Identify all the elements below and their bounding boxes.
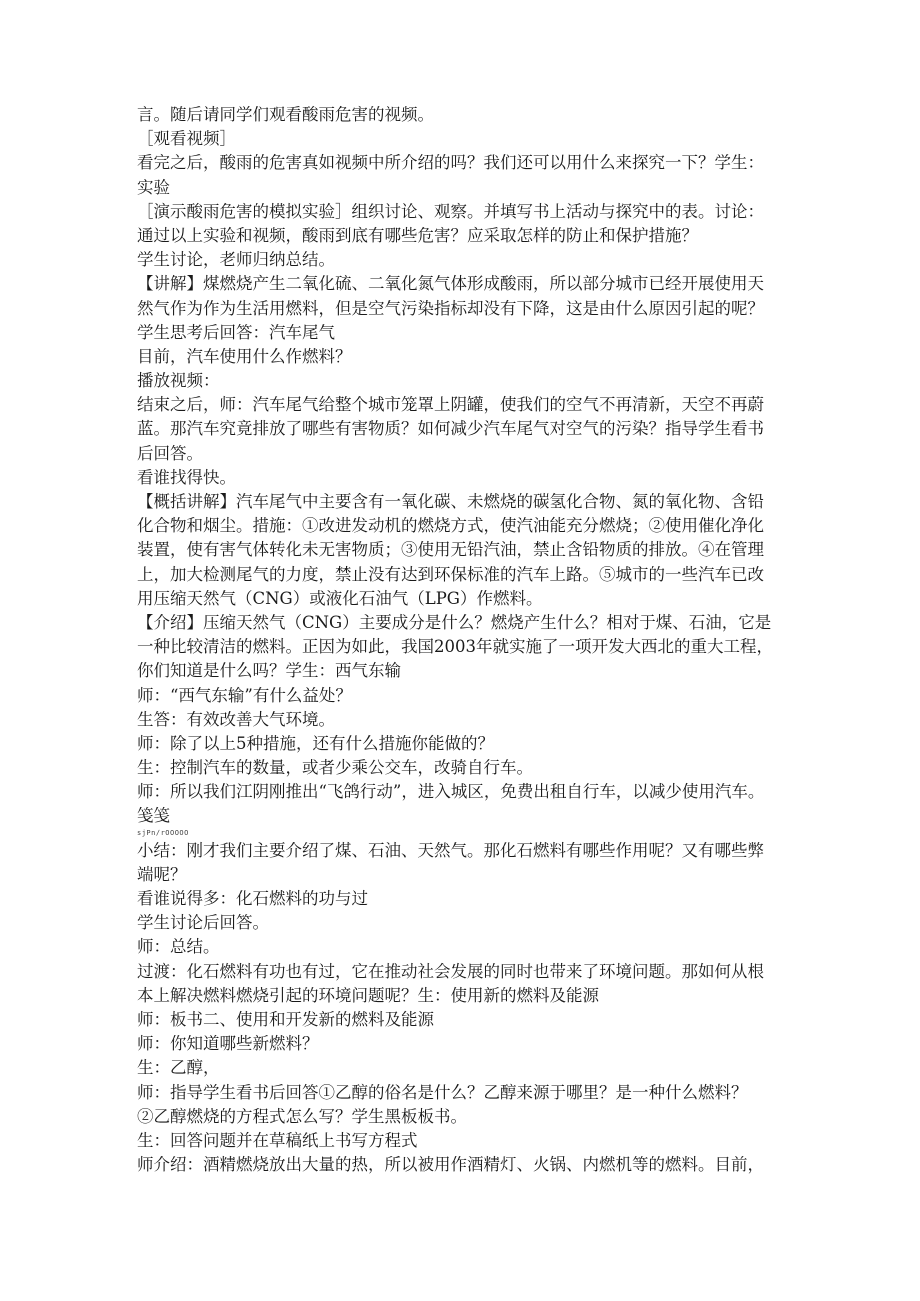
text-line: 生：回答问题并在草稿纸上书写方程式 (137, 1130, 418, 1150)
text-line: 学生思考后回答：汽车尾气 (137, 322, 335, 342)
text-line: 过渡：化石燃料有功也有过，它在推动社会发展的同时也带来了环境问题。那如何从根 (137, 961, 764, 981)
text-line: 学生讨论，老师归纳总结。 (137, 250, 335, 270)
text-line: 结束之后，师：汽车尾气给整个城市笼罩上阴罐，使我们的空气不再清新，天空不再蔚 (137, 395, 764, 415)
text-line: 化合物和烟尘。措施：①改进发动机的燃烧方式，使汽油能充分燃烧；②使用催化净化 (137, 516, 764, 536)
text-line: 通过以上实验和视频，酸雨到底有哪些危害？应采取怎样的防止和保护措施？ (137, 225, 698, 245)
text-line: 师：板书二、使用和开发新的燃料及能源 (137, 1009, 434, 1029)
text-line: 【概括讲解】汽车尾气中主要含有一氧化碳、未燃烧的碳氢化合物、氮的氧化物、含铅 (137, 492, 764, 511)
text-line: 你们知道是什么吗？学生：西气东输 (137, 661, 401, 681)
text-line: ②乙醇燃烧的方程式怎么写？学生黑板板书。 (137, 1106, 467, 1126)
text-line: 生：乙醇， (137, 1058, 220, 1078)
text-line: 师：“西气东输”有什么益处？ (137, 685, 352, 705)
text-line: 生答：有效改善大气环境。 (137, 709, 335, 729)
text-line: 【讲解】煤燃烧产生二氧化硫、二氧化氮气体形成酸雨，所以部分城市已经开展使用天 (137, 274, 764, 294)
text-line: 装置，使有害气体转化未无害物质；③使用无铅汽油，禁止含铅物质的排放。④在管理 (137, 540, 764, 560)
document-body (137, 103, 807, 1177)
text-line: 师：除了以上5种措施，还有什么措施你能做的？ (137, 733, 494, 753)
text-line: ［演示酸雨危害的模拟实验］组织讨论、观察。并填写书上活动与探究中的表。讨论： (137, 201, 764, 221)
text-line: 言。随后请同学们观看酸雨危害的视频。 (137, 105, 434, 124)
text-line: ［观看视频］ (137, 129, 236, 149)
text-line: 一种比较清洁的燃料。正因为如此，我国2003年就实施了一项开发大西北的重大工程， (137, 637, 773, 657)
text-line: 然气作为作为生活用燃料，但是空气污染指标却没有下降，这是由什么原因引起的呢？ (137, 298, 764, 318)
text-line: 师：所以我们江阴刚推出“飞鸽行动”，进入城区，免费出租自行车，以减少使用汽车。 (137, 782, 765, 802)
text-line: 师：你知道哪些新燃料？ (137, 1034, 319, 1054)
text-line: 用压缩天然气（CNG）或液化石油气（LPG）作燃料。 (137, 588, 543, 608)
text-line: 看完之后，酸雨的危害真如视频中所介绍的吗？我们还可以用什么来探究一下？学生： (137, 153, 764, 173)
text-line: 看谁说得多：化石燃料的功与过 (137, 889, 368, 908)
text-line: 后回答。 (137, 443, 203, 463)
text-line: 【介绍】压缩天然气（CNG）主要成分是什么？燃烧产生什么？相对于煤、石油，它是 (137, 612, 772, 632)
text-line: 学生讨论后回答。 (137, 913, 269, 933)
text-line: 目前，汽车使用什么作燃料？ (137, 346, 352, 366)
text-line: 生：控制汽车的数量，或者少乘公交车，改骑自行车。 (137, 758, 533, 778)
text-line: 本上解决燃料燃烧引起的环境问题呢？生：使用新的燃料及能源 (137, 985, 599, 1005)
garbled-mark: sjPn∕rOOOOO (137, 828, 189, 837)
text-line: 师介绍：酒精燃烧放出大量的热，所以被用作酒精灯、火锅、内燃机等的燃料。目前， (137, 1155, 764, 1175)
text-line: 端呢？ (137, 864, 187, 884)
text-line: 实验 (137, 177, 170, 197)
text-line: 小结：刚才我们主要介绍了煤、石油、天然气。那化石燃料有哪些作用呢？又有哪些弊 (137, 840, 764, 860)
text-line: 师：总结。 (137, 937, 220, 957)
text-line: 笺笺 (137, 806, 170, 826)
text-line: 师：指导学生看书后回答①乙醇的俗名是什么？乙醇来源于哪里？是一种什么燃料？ (137, 1082, 748, 1102)
text-line: 上，加大检测尾气的力度，禁止没有达到环保标准的汽车上路。⑤城市的一些汽车已改 (137, 564, 764, 584)
text-line: 播放视频： (137, 371, 220, 391)
text-line: 看谁找得快。 (137, 467, 236, 487)
text-line: 蓝。那汽车究竟排放了哪些有害物质？如何减少汽车尾气对空气的污染？指导学生看书 (137, 419, 764, 439)
